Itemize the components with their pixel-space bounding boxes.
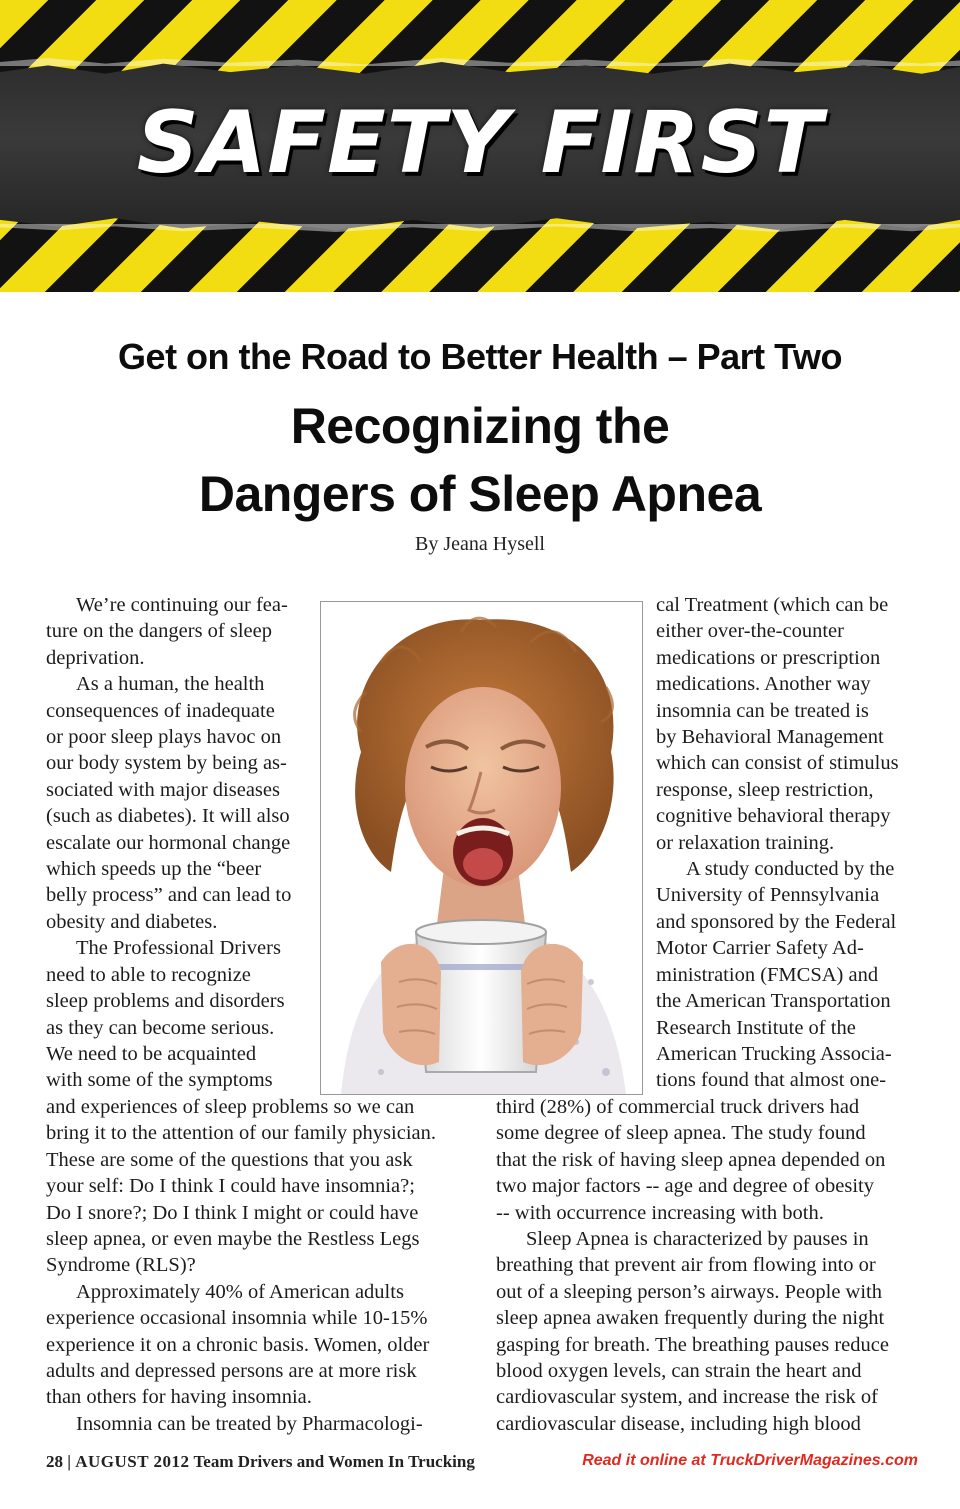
body-text-line: insomnia can be treated is — [656, 699, 869, 722]
body-text-line: The Professional Drivers — [76, 937, 281, 960]
body-text-line: our body system by being as- — [46, 752, 287, 775]
page-number: 28 — [46, 1452, 63, 1471]
issue-date: AUGUST 2012 — [75, 1452, 190, 1471]
body-text-line: need to able to recognize — [46, 963, 251, 986]
body-text-line: Insomnia can be treated by Pharmacologi- — [76, 1412, 423, 1435]
body-text-line: These are some of the questions that you ask — [46, 1148, 413, 1171]
body-text-line: response, sleep restriction, — [656, 778, 874, 801]
body-text-line: gasping for breath. The breathing pauses reduce — [496, 1333, 889, 1356]
banner-torn-edge-top — [0, 58, 960, 66]
body-text-line: A study conducted by the — [686, 858, 895, 881]
body-text-line: (such as diabetes). It will also — [46, 805, 290, 828]
left-column-bottom — [46, 1094, 436, 1437]
body-text-line: bring it to the attention of our family physician. — [46, 1122, 436, 1145]
body-text-line: Sleep Apnea is characterized by pauses in — [526, 1228, 869, 1251]
body-text-line: out of a sleeping person’s airways. People with — [496, 1280, 883, 1303]
body-text-line: than others for having insomnia. — [46, 1386, 312, 1409]
body-text-line: or poor sleep plays havoc on — [46, 726, 282, 749]
footer-folio — [46, 1452, 475, 1472]
body-text-line: which can consist of stimulus — [656, 752, 899, 775]
body-text-line: Motor Carrier Safety Ad- — [656, 937, 864, 960]
body-text-line: escalate our hormonal change — [46, 831, 291, 854]
right-column-bottom — [496, 1094, 889, 1437]
right-column-top — [656, 592, 899, 1094]
body-text-line: two major factors -- age and degree of obesity — [496, 1175, 874, 1198]
body-text-line: cardiovascular disease, including high blood — [496, 1412, 861, 1435]
body-text-line: experience occasional insomnia while 10-15% — [46, 1307, 428, 1330]
publication-name: Team Drivers and Women In Trucking — [193, 1452, 475, 1471]
banner-torn-edge-bottom — [0, 224, 960, 232]
body-text-line: cardiovascular system, and increase the risk of — [496, 1386, 878, 1409]
body-text-line: Do I snore?; Do I think I might or could have — [46, 1201, 419, 1224]
body-text-line: obesity and diabetes. — [46, 910, 218, 933]
body-text-line: ture on the dangers of sleep — [46, 620, 272, 643]
left-column-top — [46, 592, 291, 1094]
yawning-woman-illustration — [321, 602, 642, 1094]
body-text-line: Research Institute of the — [656, 1016, 856, 1039]
body-text-line: As a human, the health — [76, 673, 265, 696]
footer-separator: | — [67, 1452, 71, 1471]
body-text-line: consequences of inadequate — [46, 699, 275, 722]
body-text-line: your self: Do I think I could have insomnia?; — [46, 1175, 415, 1198]
body-text-line: -- with occurrence increasing with both. — [496, 1201, 824, 1224]
body-text-line: third (28%) of commercial truck drivers had — [496, 1096, 860, 1118]
body-text-line: We’re continuing our fea- — [76, 594, 288, 616]
body-text-line: tions found that almost one- — [656, 1069, 887, 1092]
section-title: SAFETY FIRST — [136, 93, 824, 193]
body-text-line: and sponsored by the Federal — [656, 910, 897, 933]
body-text-line: Approximately 40% of American adults — [76, 1280, 404, 1303]
body-text-line: sleep apnea awaken frequently during the night — [496, 1307, 885, 1330]
article-title-line-2: Dangers of Sleep Apnea — [198, 466, 762, 522]
body-text-line: sleep problems and disorders — [46, 990, 285, 1013]
body-text-line: that the risk of having sleep apnea depended on — [496, 1148, 886, 1171]
safety-first-banner — [0, 0, 960, 292]
body-text-line: experience it on a chronic basis. Women, older — [46, 1333, 430, 1356]
body-text-line: breathing that prevent air from flowing into or — [496, 1254, 876, 1277]
body-text-line: medications or prescription — [656, 646, 881, 669]
body-text-line: University of Pennsylvania — [656, 884, 880, 907]
body-text-line: some degree of sleep apnea. The study found — [496, 1122, 866, 1145]
body-text-line: adults and depressed persons are at more risk — [46, 1360, 417, 1383]
body-text-line: medications. Another way — [656, 673, 871, 696]
body-text-line: sociated with major diseases — [46, 778, 280, 801]
body-text-line: deprivation. — [46, 646, 145, 669]
body-text-line: belly process” and can lead to — [46, 884, 292, 907]
body-text-line: either over-the-counter — [656, 620, 844, 643]
body-text-line: ministration (FMCSA) and — [656, 963, 879, 986]
body-text-line: as they can become serious. — [46, 1016, 275, 1039]
body-text-line: with some of the symptoms — [46, 1069, 273, 1092]
article-title-line-1: Recognizing the — [290, 398, 670, 454]
body-text-line: cal Treatment (which can be — [656, 594, 889, 616]
body-text-line: or relaxation training. — [656, 831, 835, 854]
body-text-line: which speeds up the “beer — [46, 858, 262, 881]
body-text-line: and experiences of sleep problems so we can — [46, 1096, 415, 1118]
body-text-line: the American Transportation — [656, 990, 891, 1013]
read-online-link[interactable]: Read it online at TruckDriverMagazines.com — [582, 1452, 918, 1469]
yawning-woman-photo — [320, 601, 643, 1095]
body-text-line: sleep apnea, or even maybe the Restless Legs — [46, 1228, 420, 1251]
body-text-line: Syndrome (RLS)? — [46, 1254, 196, 1277]
article-subtitle: Get on the Road to Better Health – Part Two — [118, 336, 842, 377]
body-text-line: cognitive behavioral therapy — [656, 805, 891, 828]
body-text-line: blood oxygen levels, can strain the heart and — [496, 1360, 862, 1383]
body-text-line: by Behavioral Management — [656, 726, 884, 749]
article-byline: By Jeana Hysell — [415, 533, 545, 555]
body-text-line: American Trucking Associa- — [656, 1042, 892, 1065]
body-text-line: We need to be acquainted — [46, 1042, 257, 1065]
